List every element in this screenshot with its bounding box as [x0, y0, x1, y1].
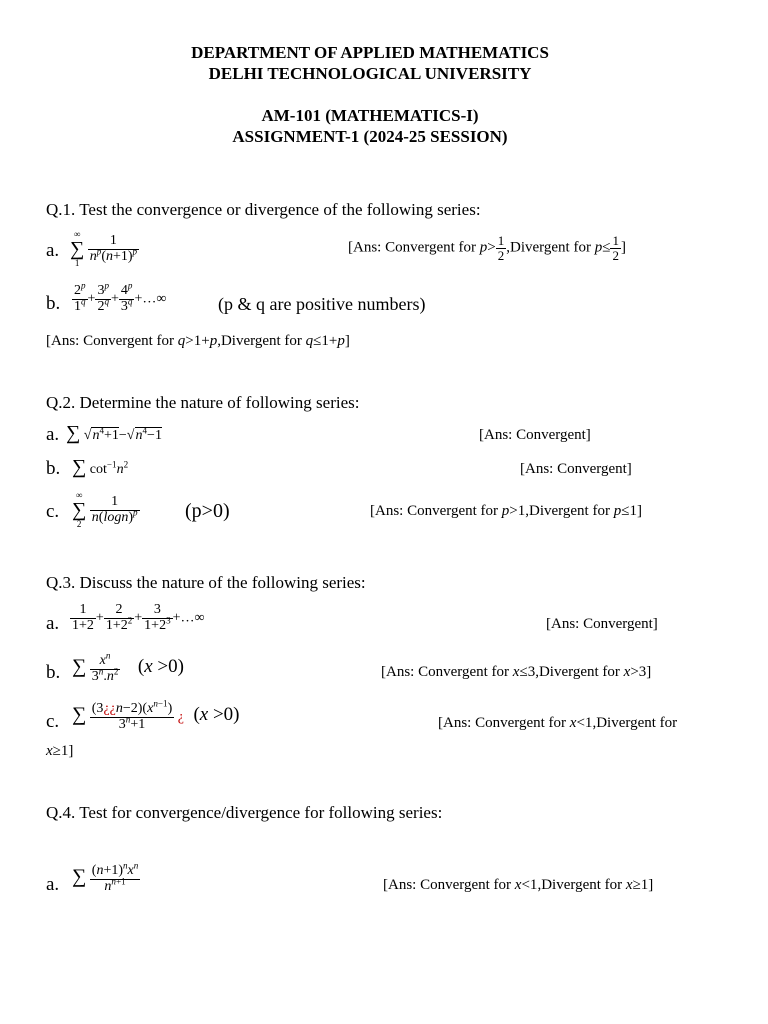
q3c-answer-cont: x≥1] — [46, 743, 74, 759]
q2b-expression: ∑ $\cot^{-1}n^2$ — [72, 456, 129, 478]
q1a-label: a. — [46, 240, 60, 261]
university-title: DELHI TECHNOLOGICAL UNIVERSITY — [208, 64, 532, 83]
q1-title: Q.1. Test the convergence or divergence of the following series: — [46, 200, 481, 219]
q4a-label: a. — [46, 874, 60, 895]
q3a-label: a. — [46, 613, 60, 634]
q2a-expression: ∑ $√n^4+1-√n^4-1$ — [66, 422, 162, 444]
q1b-answer: [Ans: Convergent for q>1+p,Divergent for q≤1+p] — [46, 333, 350, 349]
q2c-condition: (p>0) — [185, 500, 230, 522]
q2a-answer: [Ans: Convergent] — [479, 427, 591, 443]
q3c-label: c. — [46, 711, 60, 732]
q2-title: Q.2. Determine the nature of following series: — [46, 393, 360, 412]
q3b-answer: [Ans: Convergent for x≤3,Divergent for x>3] — [381, 664, 652, 680]
assignment-title: ASSIGNMENT-1 (2024-25 SESSION) — [232, 127, 508, 146]
q1a-answer: [Ans: Convergent for p> $\frac{1}{2}$ ,Divergent for p≤ $\frac{1}{2}$ ] — [348, 233, 626, 263]
q1a-expression: ∞ ∑ 1 $\frac{1}{n^p(n+1)^p}$ — [70, 229, 138, 268]
q2b-answer: [Ans: Convergent] — [520, 461, 632, 477]
q2c-expression: ∞ ∑ 2 $\frac{1}{n(\log n)^p}$ — [72, 490, 138, 529]
q3a-answer: [Ans: Convergent] — [546, 616, 658, 632]
q3c-answer: [Ans: Convergent for x<1,Divergent for — [438, 715, 678, 731]
q4a-answer: [Ans: Convergent for x<1,Divergent for x≥1] — [383, 877, 654, 893]
q2b-label: b. — [46, 458, 61, 479]
q1b-label: b. — [46, 293, 61, 314]
q1b-expression: $\frac{2^p}{1^q}$ + $\frac{3^p}{2^q}$ + $\frac{4^p}{3^q}$ +…∞ — [74, 280, 167, 314]
q3b-label: b. — [46, 662, 61, 683]
q2a-label: a. — [46, 424, 60, 445]
q4a-expression: ∑ $\frac{(n+1)^nx^n}{n^{n+1}}$ — [72, 860, 139, 894]
q3b-expression: ∑ $\frac{x^n}{3^n.n^2}$ (x >0) — [72, 650, 184, 684]
q3-title: Q.3. Discuss the nature of the following series: — [46, 573, 366, 592]
q1b-note: (p & q are positive numbers) — [218, 294, 426, 314]
course-title: AM-101 (MATHEMATICS-I) — [261, 106, 479, 125]
q2c-label: c. — [46, 501, 60, 522]
q2c-answer: [Ans: Convergent for p>1,Divergent for p≤1] — [370, 503, 642, 519]
q4-title: Q.4. Test for convergence/divergence for following series: — [46, 803, 443, 822]
q3c-expression: ∑ $\frac{(3¿¿n-2)(x^{n-1})}{3^n+1}$ ¿ (x >0) — [72, 698, 240, 732]
dept-title: DEPARTMENT OF APPLIED MATHEMATICS — [191, 43, 549, 62]
q3a-expression: $\frac{1}{1+2}$ + $\frac{2}{1+2^2}$ + $\frac{3}{1+2^3}$ +…∞ — [72, 602, 205, 633]
